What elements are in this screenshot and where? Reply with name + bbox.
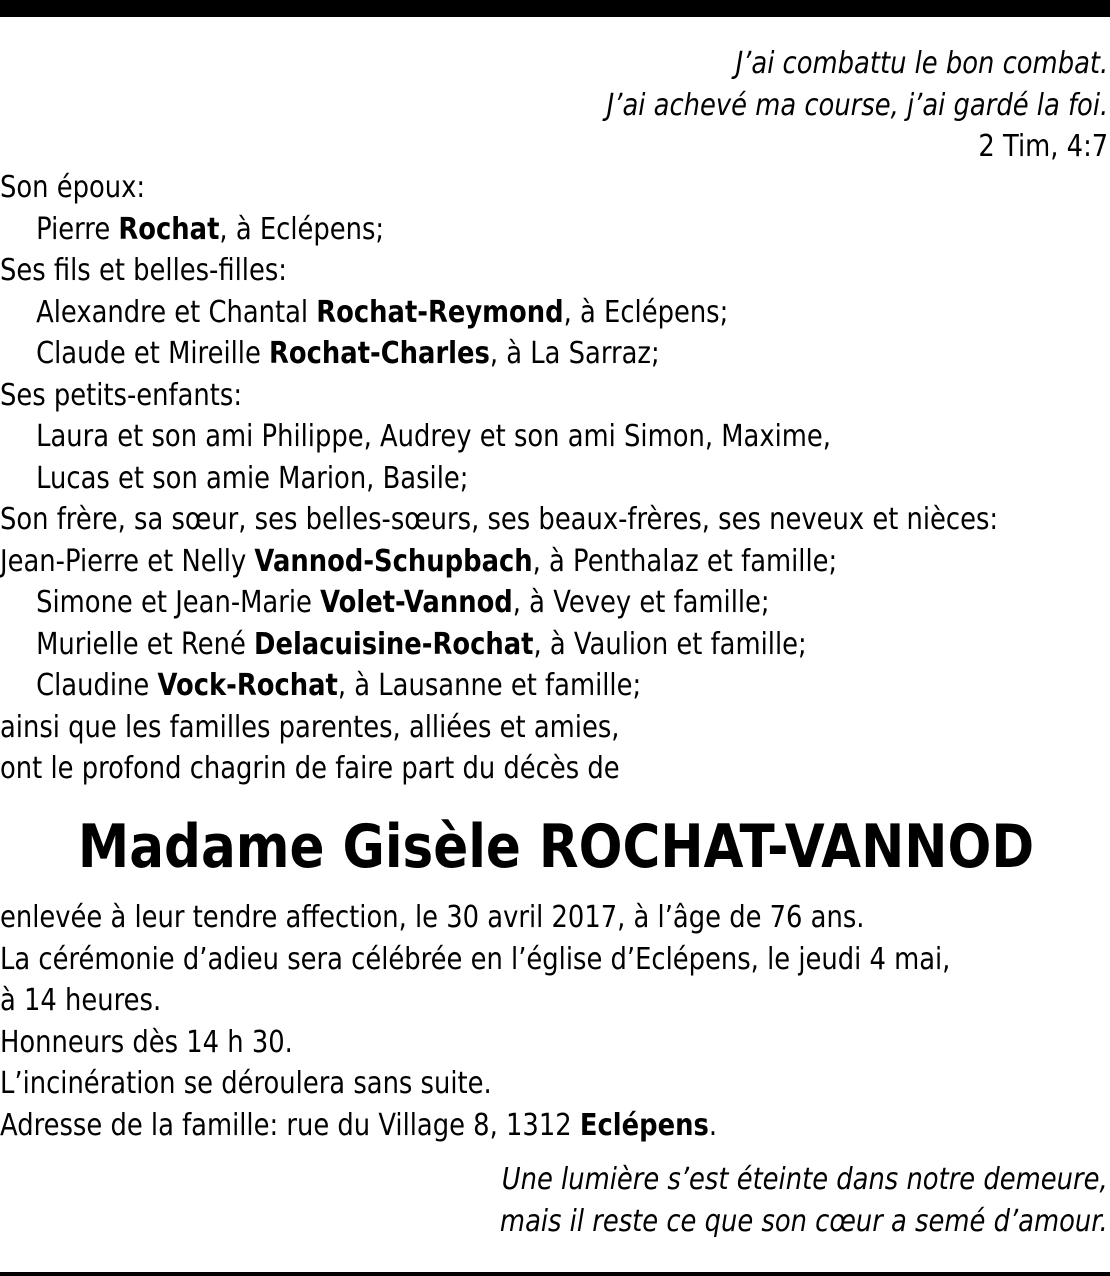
top-rule: [0, 0, 1110, 17]
child-entry: Alexandre et Chantal Rochat-Reymond, à Eclépens;: [36, 294, 729, 330]
closing-quote-line-1: Une lumière s’est éteinte dans notre demeure,: [502, 1162, 1108, 1197]
closing-quote-line-2: mais il reste ce que son cœur a semé d’amour.: [500, 1203, 1108, 1239]
surname: Rochat: [118, 211, 220, 247]
epigraph-line-1: J’ai combattu le bon combat.: [735, 46, 1108, 81]
address-town: Eclépens: [579, 1107, 709, 1143]
detail-line-2: La cérémonie d’adieu sera célébrée en l’église d’Eclépens, le jeudi 4 mai,: [0, 941, 951, 977]
bottom-rule: [0, 1272, 1110, 1276]
sibling-entry: Murielle et René Delacuisine-Rochat, à Vaulion et famille;: [36, 626, 807, 662]
deceased-name-text: Madame Gisèle ROCHAT-VANNOD: [77, 812, 1035, 882]
siblings-heading: Son frère, sa sœur, ses belles-sœurs, ses beaux-frères, ses neveux et nièces:: [0, 502, 999, 537]
detail-line-5: L’incinération se déroulera sans suite.: [0, 1066, 492, 1101]
closing-line-1: ainsi que les familles parentes, alliées et amies,: [0, 709, 620, 745]
epigraph: [606, 43, 1108, 168]
surname: Delacuisine-Rochat: [254, 626, 534, 662]
deceased-name: [0, 809, 1110, 885]
spouse-entry: Pierre Rochat, à Eclépens;: [36, 211, 385, 247]
child-entry: Claude et Mireille Rochat-Charles, à La Sarraz;: [36, 336, 660, 371]
epigraph-line-2: J’ai achevé ma course, j’ai gardé la foi.: [606, 87, 1108, 123]
ceremony-details: [0, 897, 950, 1146]
surname: Vannod-Schupbach: [254, 543, 533, 579]
sibling-entry: Jean-Pierre et Nelly Vannod-Schupbach, à Penthalaz et famille;: [0, 543, 838, 579]
family-list: [0, 167, 998, 790]
closing-quote: [500, 1159, 1108, 1242]
surname: Vock-Rochat: [157, 668, 338, 703]
surname: Rochat-Charles: [269, 336, 490, 371]
closing-line-2: ont le profond chagrin de faire part du décès de: [0, 751, 620, 786]
detail-line-1: enlevée à leur tendre affection, le 30 avril 2017, à l’âge de 76 ans.: [0, 900, 865, 935]
sibling-entry: Simone et Jean-Marie Volet-Vannod, à Vevey et famille;: [36, 585, 770, 620]
detail-line-3: à 14 heures.: [0, 983, 162, 1018]
grandchildren-line: Laura et son ami Philippe, Audrey et son ami Simon, Maxime,: [36, 419, 831, 454]
surname: Rochat-Reymond: [316, 294, 564, 330]
family-address: Adresse de la famille: rue du Village 8, 1312 Eclépens.: [0, 1107, 718, 1143]
sibling-entry: Claudine Vock-Rochat, à Lausanne et famille;: [36, 668, 642, 703]
grandchildren-heading: Ses petits-enfants:: [0, 377, 243, 413]
surname: Volet-Vannod: [320, 585, 513, 620]
children-heading: Ses fils et belles-filles:: [0, 253, 287, 288]
spouse-heading: Son époux:: [0, 170, 146, 205]
grandchildren-line: Lucas et son amie Marion, Basile;: [36, 460, 469, 496]
epigraph-reference: 2 Tim, 4:7: [978, 129, 1108, 164]
detail-line-4: Honneurs dès 14 h 30.: [0, 1024, 293, 1060]
